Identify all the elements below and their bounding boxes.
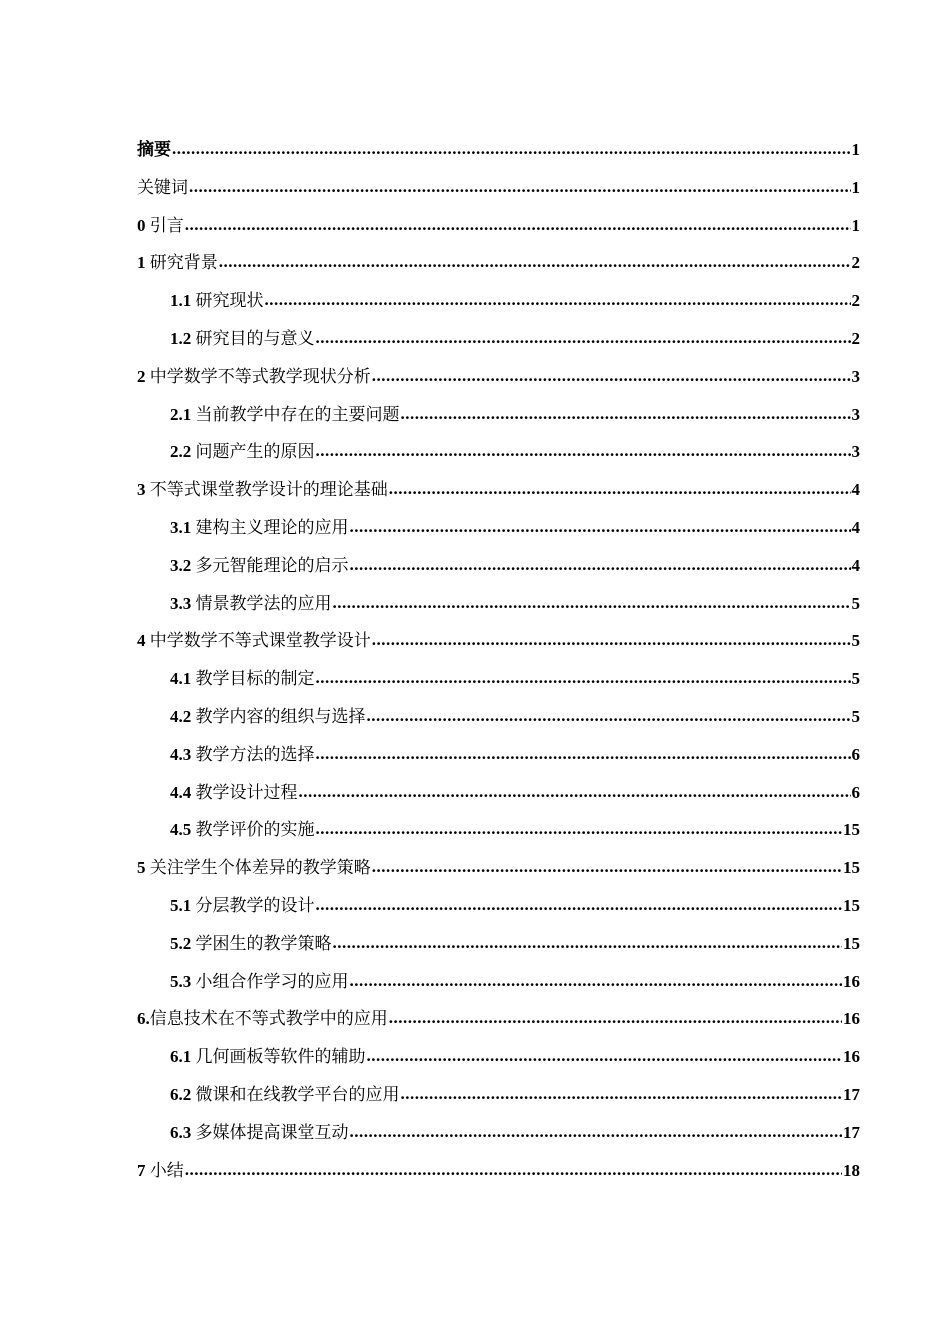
toc-entry-title: 关注学生个体差异的教学策略 [149,858,371,878]
toc-dot-leader [185,206,851,244]
toc-entry-page-number: 15 [843,820,860,840]
toc-entry-number: 6.1 [170,1047,196,1067]
toc-dot-leader [316,659,851,697]
toc-entry[interactable] [137,433,860,471]
toc-entry-page-number: 16 [843,1009,860,1029]
toc-dot-leader [316,432,851,470]
toc-entry[interactable] [137,169,860,207]
toc-dot-leader [372,848,842,886]
toc-entry[interactable] [137,1076,860,1114]
toc-entry-number: 4.3 [170,744,196,764]
toc-entry-number: 1.2 [170,328,196,348]
toc-entry-page-number: 16 [843,1047,860,1067]
toc-entry-title: 建构主义理论的应用 [195,517,349,537]
toc-entry-number: 6. [137,1009,150,1029]
toc-entry[interactable] [137,1038,860,1076]
toc-entry-title: 当前教学中存在的主要问题 [195,404,400,424]
toc-dot-leader [372,621,851,659]
toc-entry-number: 1 [137,253,150,273]
toc-entry-title: 微课和在线教学平台的应用 [195,1084,400,1104]
toc-entry[interactable] [137,774,860,812]
toc-entry-number: 3.2 [170,555,196,575]
toc-entry-page-number: 2 [851,291,860,311]
toc-entry-number: 7 [137,1160,150,1180]
toc-entry-title: 小组合作学习的应用 [195,971,349,991]
toc-entry-number: 3 [137,480,150,500]
toc-entry-title: 几何画板等软件的辅助 [195,1047,366,1067]
toc-dot-leader [316,319,851,357]
toc-entry-title: 教学评价的实施 [195,820,315,840]
toc-entry-number: 4.5 [170,820,196,840]
toc-entry-number: 4.1 [170,669,196,689]
toc-dot-leader [333,924,843,962]
toc-dot-leader [401,1075,843,1113]
toc-entry-number: 2 [137,366,150,386]
toc-entry-page-number: 5 [851,631,860,651]
toc-dot-leader [333,584,851,622]
toc-dot-leader [367,697,851,735]
toc-entry-title: 摘要 [137,140,171,159]
toc-entry-page-number: 1 [851,140,860,159]
toc-entry-page-number: 3 [851,442,860,462]
toc-entry[interactable] [137,925,860,963]
toc-entry-page-number: 6 [851,782,860,802]
toc-dot-leader [389,470,851,508]
toc-entry-title: 信息技术在不等式教学中的应用 [149,1009,388,1029]
toc-entry-title: 多元智能理论的启示 [195,555,349,575]
toc-entry-title: 不等式课堂教学设计的理论基础 [149,480,388,500]
toc-entry-title: 分层教学的设计 [195,895,315,915]
toc-entry-page-number: 17 [843,1084,860,1104]
toc-dot-leader [185,1151,842,1189]
toc-entry[interactable] [137,660,860,698]
toc-dot-leader [265,281,851,319]
toc-entry[interactable] [137,244,860,282]
toc-entry[interactable] [137,585,860,623]
toc-entry[interactable] [137,811,860,849]
toc-entry-number: 5.3 [170,971,196,991]
toc-dot-leader [401,395,851,433]
toc-dot-leader [350,1113,843,1151]
toc-entry-title: 问题产生的原因 [195,442,315,462]
toc-entry-number: 0 [137,215,150,235]
toc-dot-leader [367,1037,843,1075]
toc-entry[interactable] [137,396,860,434]
toc-entry-number: 2.1 [170,404,196,424]
toc-entry[interactable] [137,849,860,887]
toc-entry-page-number: 16 [843,971,860,991]
toc-entry-number: 4 [137,631,150,651]
toc-entry[interactable] [137,509,860,547]
toc-dot-leader [172,130,851,168]
toc-entry-number: 6.3 [170,1122,196,1142]
toc-entry-title: 情景教学法的应用 [195,593,332,613]
toc-entry-page-number: 4 [851,517,860,537]
toc-entry-page-number: 3 [851,366,860,386]
toc-entry-title: 研究背景 [149,253,218,273]
toc-entry[interactable] [137,887,860,925]
toc-entry[interactable] [137,963,860,1001]
toc-dot-leader [316,735,851,773]
toc-entry-title: 中学数学不等式课堂教学设计 [149,631,371,651]
toc-entry-title: 学困生的教学策略 [195,933,332,953]
toc-entry[interactable] [137,1114,860,1152]
toc-entry-title: 教学设计过程 [195,782,298,802]
toc-entry[interactable] [137,736,860,774]
toc-entry-page-number: 2 [851,253,860,273]
toc-dot-leader [316,810,843,848]
toc-entry-page-number: 6 [851,744,860,764]
toc-entry[interactable] [137,207,860,245]
toc-dot-leader [219,243,851,281]
toc-entry-page-number: 4 [851,480,860,500]
toc-entry-title: 多媒体提高课堂互动 [195,1122,349,1142]
toc-entry[interactable] [137,320,860,358]
toc-dot-leader [189,168,851,206]
toc-entry-page-number: 17 [843,1122,860,1142]
toc-entry-page-number: 15 [843,895,860,915]
toc-entry-title: 教学目标的制定 [195,669,315,689]
toc-entry[interactable] [137,698,860,736]
toc-entry-page-number: 3 [851,404,860,424]
toc-entry-title: 引言 [149,215,184,235]
toc-entry-number: 5 [137,858,150,878]
toc-entry-title: 中学数学不等式教学现状分析 [149,366,371,386]
toc-entry[interactable] [137,622,860,660]
toc-entry-page-number: 4 [851,555,860,575]
toc-entry-page-number: 5 [851,706,860,726]
toc-entry[interactable] [137,471,860,509]
toc-entry-page-number: 15 [843,858,860,878]
toc-entry-number: 4.4 [170,782,196,802]
toc-entry-page-number: 5 [851,669,860,689]
toc-entry[interactable] [137,282,860,320]
toc-entry[interactable] [137,358,860,396]
toc-entry-page-number: 18 [843,1160,860,1180]
toc-entry-number: 1.1 [170,291,196,311]
toc-entry-number: 3.1 [170,517,196,537]
toc-entry-page-number: 1 [851,177,860,197]
toc-entry-page-number: 1 [851,215,860,235]
toc-entry[interactable] [137,1000,860,1038]
toc-entry[interactable] [137,131,860,169]
toc-entry-number: 3.3 [170,593,196,613]
toc-dot-leader [316,886,843,924]
toc-dot-leader [299,773,851,811]
toc-dot-leader [350,508,851,546]
toc-entry-page-number: 5 [851,593,860,613]
toc-entry-title: 教学方法的选择 [195,744,315,764]
toc-entry-number: 2.2 [170,442,196,462]
toc-entry-title: 研究目的与意义 [195,328,315,348]
toc-dot-leader [350,546,851,584]
toc-entry[interactable] [137,547,860,585]
toc-dot-leader [372,357,851,395]
toc-entry-title: 教学内容的组织与选择 [195,706,366,726]
toc-entry-number: 4.2 [170,706,196,726]
toc-entry-title: 关键词 [137,177,188,197]
toc-entry-page-number: 2 [851,328,860,348]
toc-entry-title: 研究现状 [195,291,264,311]
toc-entry-title: 小结 [149,1160,184,1180]
toc-dot-leader [350,962,843,1000]
toc-dot-leader [389,999,842,1037]
toc-entry-number: 5.2 [170,933,196,953]
toc-entry[interactable] [137,1152,860,1190]
toc-entry-page-number: 15 [843,933,860,953]
toc-entry-number: 6.2 [170,1084,196,1104]
toc-entry-number: 5.1 [170,895,196,915]
table-of-contents [137,131,860,1189]
